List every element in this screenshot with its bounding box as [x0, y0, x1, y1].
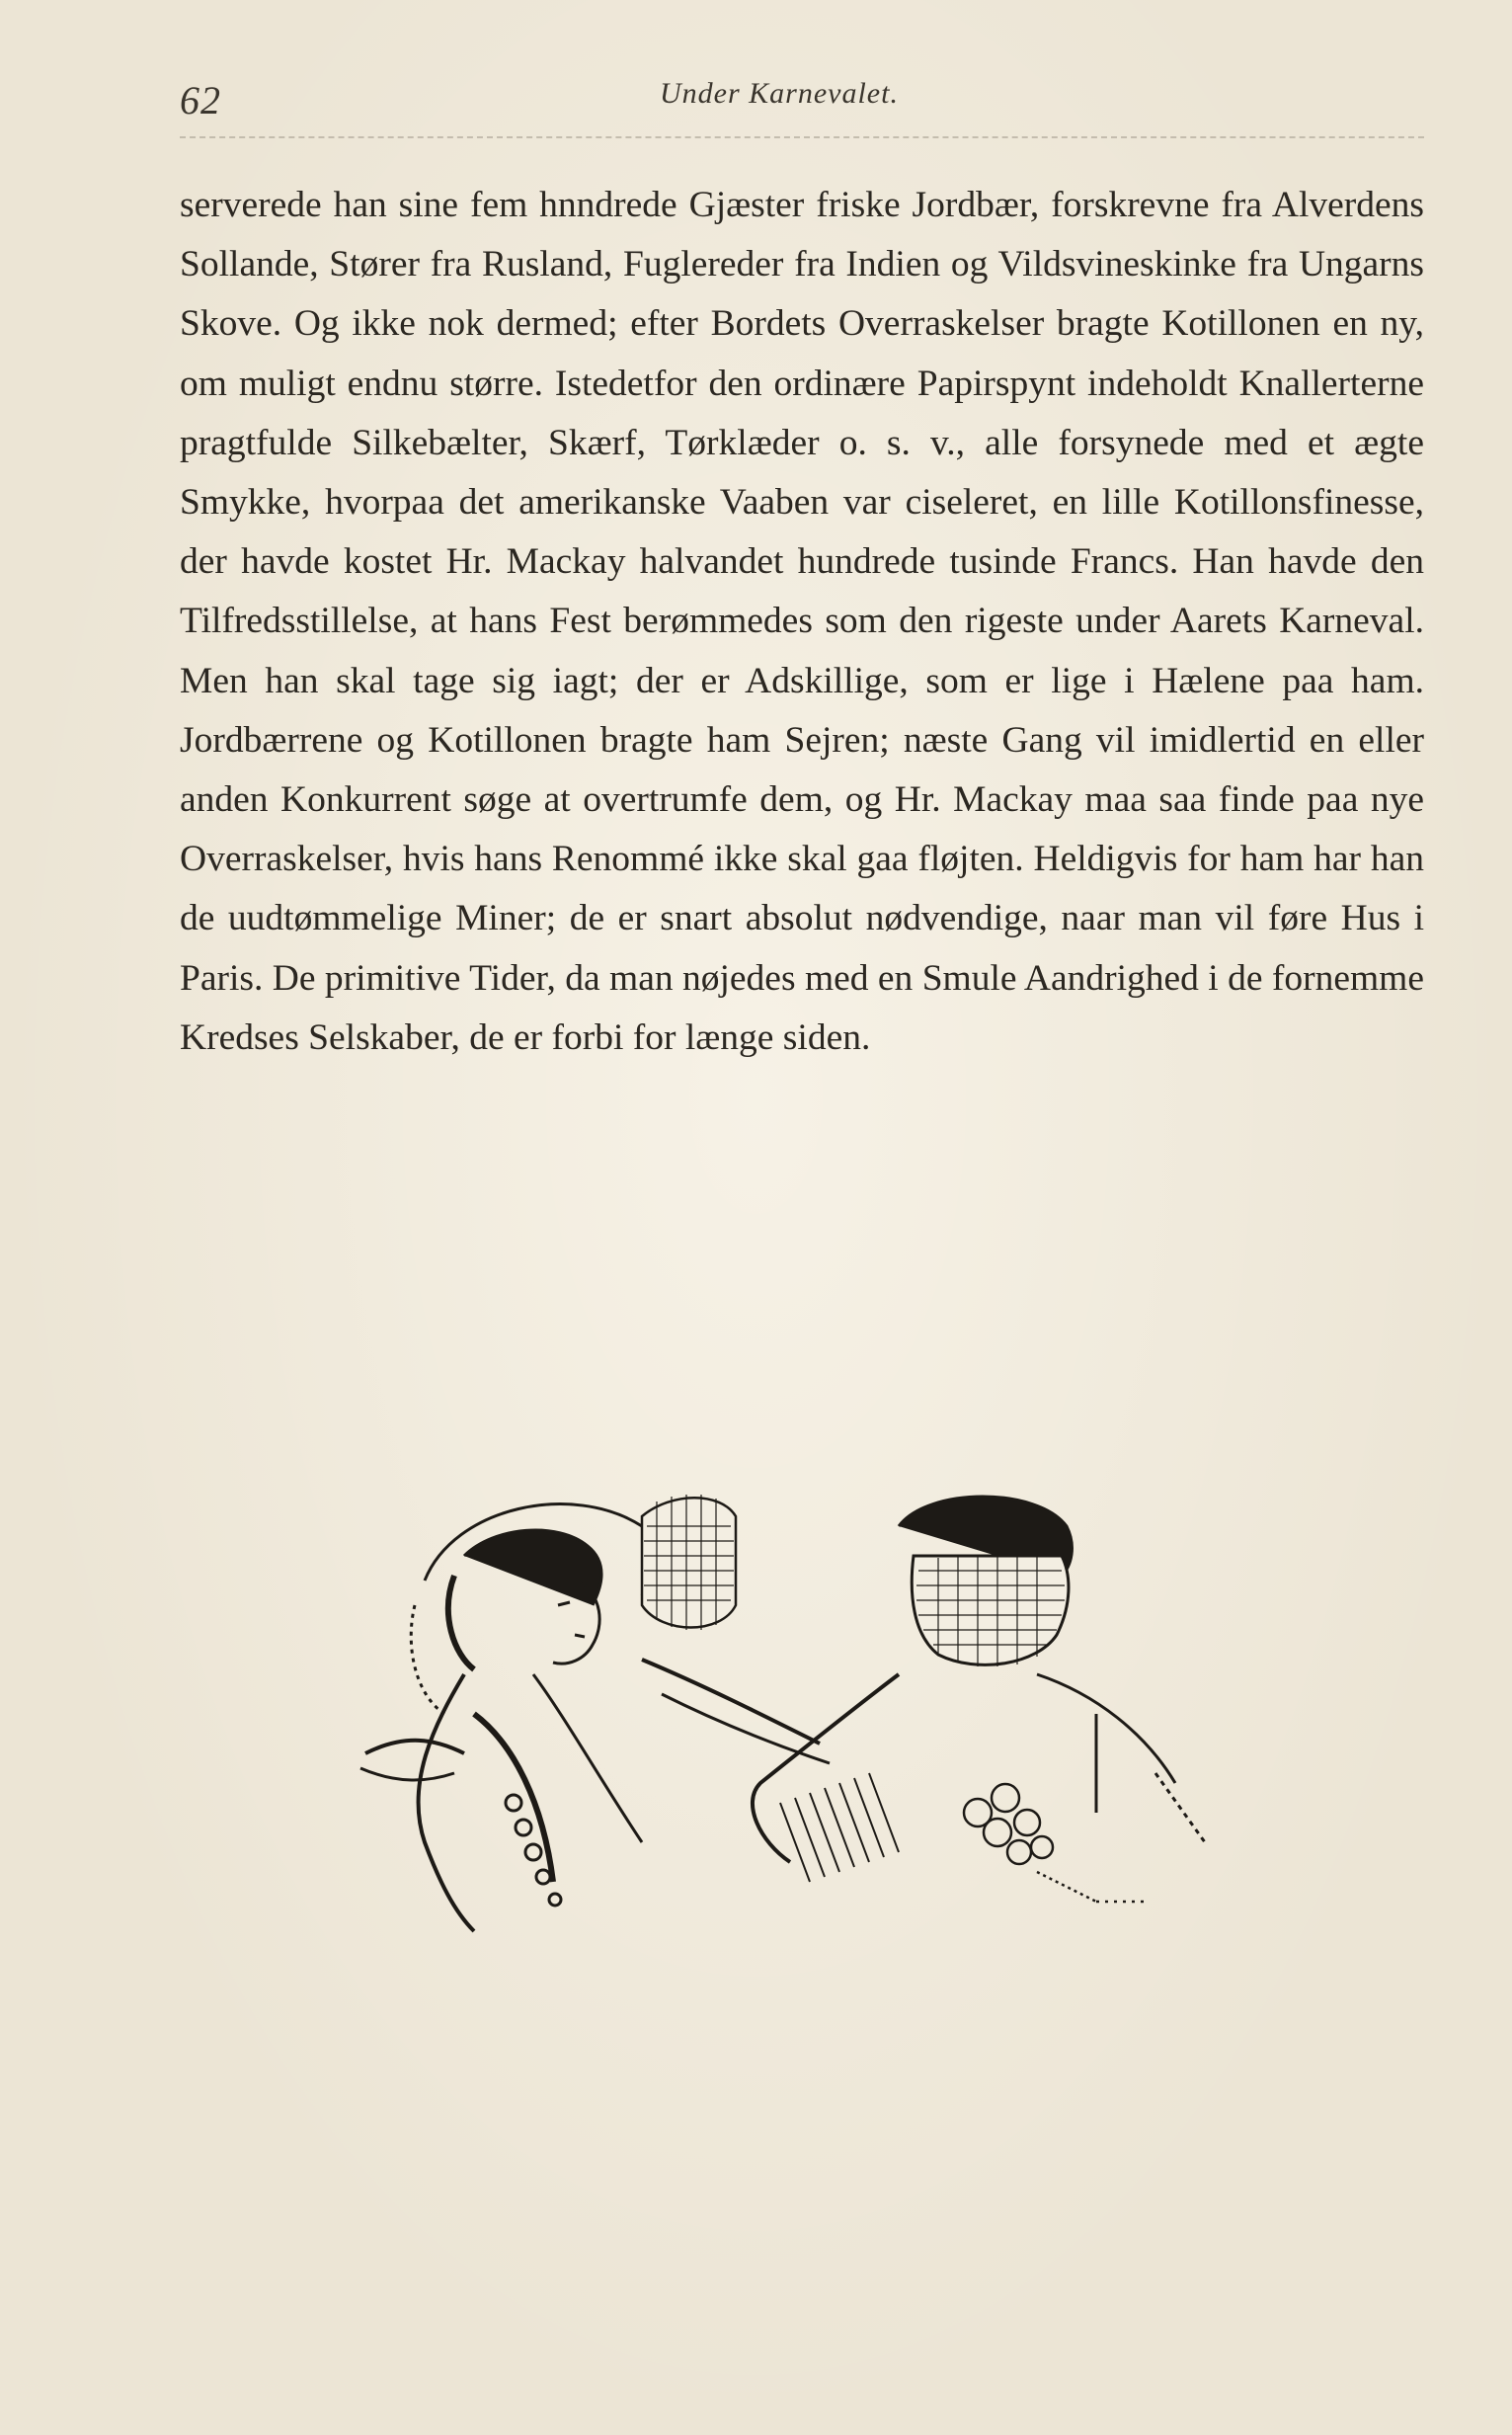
running-title: Under Karnevalet. [660, 77, 899, 110]
running-head [180, 69, 1424, 128]
paragraph: serverede han sine fem hnndrede Gjæster friske Jordbær, forskrevne fra Alverdens Sollande, Stører fra Rusland, Fuglereder fra Indien og Vildsvineskinke fra Ungarns Skove. Og ikke nok dermed; efter Bordets Overraskelser bragte Kotillonen en ny, om muligt endnu større. Istedetfor den ordinære Papirspynt indeholdt Knallerterne pragtfulde Silkebælter, Skærf, Tørklæder o. s. v., alle forsynede med et ægte Smykke, hvorpaa det amerikanske Vaaben var ciseleret, en lille Kotillonsfinesse, der havde kostet Hr. Mackay halvandet hundrede tusinde Francs. Han havde den Tilfredsstillelse, at hans Fest berømmedes som den rigeste under Aarets Karneval. Men han skal tage sig iagt; der er Adskillige, som er lige i Hælene paa ham. Jordbærrene og Kotillonen bragte ham Sejren; næste Gang vil imidlertid en eller anden Konkurrent søge at overtrumfe dem, og Hr. Mackay maa saa finde paa nye Overraskelser, hvis hans Renommé ikke skal gaa fløjten. Heldigvis for ham har han de uudtømmelige Miner; de er snart absolut nødvendige, naar man vil føre Hus i Paris. De primitive Tider, da man nøjedes med en Smule Aandrighed i de fornemme Kredses Selskaber, de er forbi for længe siden. [180, 185, 1424, 1058]
carnival-illustration [346, 1487, 1254, 1941]
flower-bouquet [964, 1784, 1146, 1902]
header-divider [180, 136, 1424, 138]
woman-figure [360, 1504, 654, 1931]
fencing-mask-left [642, 1495, 736, 1630]
page-number: 62 [180, 78, 221, 122]
body-text [180, 176, 1424, 1068]
